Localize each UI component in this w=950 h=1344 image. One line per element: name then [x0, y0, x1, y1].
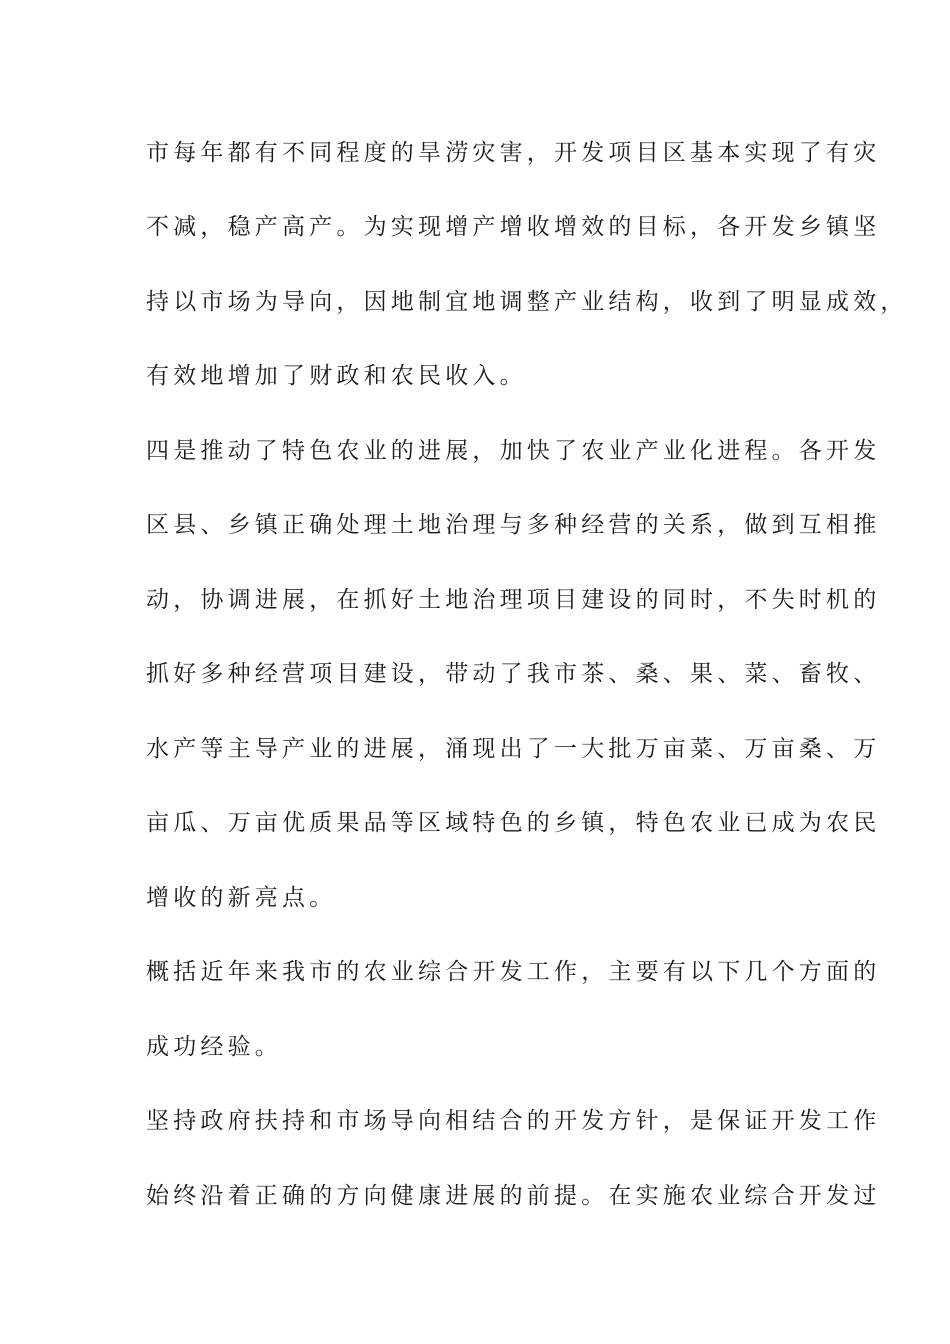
text-line: 成功经验。 — [146, 1034, 282, 1060]
text-line: 增收的新亮点。 — [146, 885, 337, 911]
text-line: 始终沿着正确的方向健康进展的前提。在实施农业综合开发过 — [146, 1183, 881, 1209]
text-line: 有效地增加了财政和农民收入。 — [146, 363, 527, 389]
text-line: 坚持政府扶持和市场导向相结合的开发方针，是保证开发工作 — [146, 1108, 881, 1134]
text-line: 水产等主导产业的进展，涌现出了一大批万亩菜、万亩桑、万 — [146, 736, 881, 762]
text-line: 概括近年来我市的农业综合开发工作，主要有以下几个方面的 — [146, 959, 881, 985]
text-line: 区县、乡镇正确处理土地治理与多种经营的关系，做到互相推 — [146, 512, 881, 538]
text-line: 四是推动了特色农业的进展，加快了农业产业化进程。各开发 — [146, 438, 881, 464]
text-line: 亩瓜、万亩优质果品等区域特色的乡镇，特色农业已成为农民 — [146, 810, 881, 836]
text-line: 市每年都有不同程度的旱涝灾害，开发项目区基本实现了有灾 — [146, 140, 881, 166]
text-line: 不减，稳产高产。为实现增产增收增效的目标，各开发乡镇坚 — [146, 214, 881, 240]
text-line: 抓好多种经营项目建设，带动了我市茶、桑、果、菜、畜牧、 — [146, 661, 881, 687]
text-line: 动，协调进展，在抓好土地治理项目建设的同时，不失时机的 — [146, 587, 881, 613]
text-line: 持以市场为导向，因地制宜地调整产业结构，收到了明显成效， — [146, 289, 908, 315]
